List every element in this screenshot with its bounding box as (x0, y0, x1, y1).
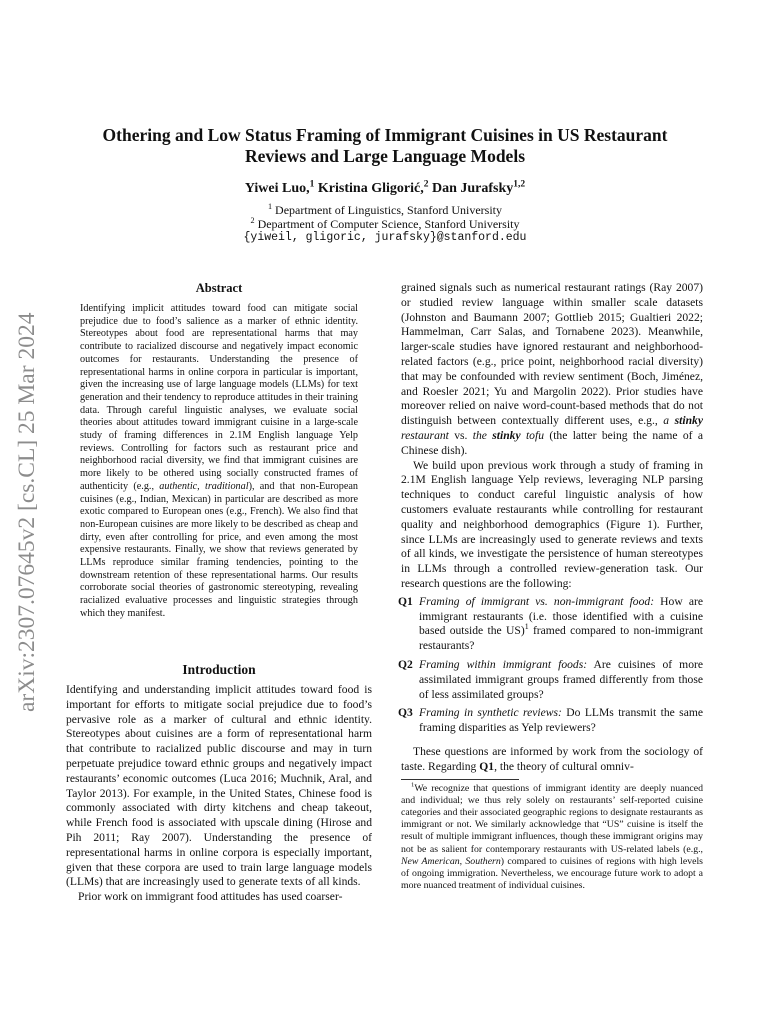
author-list (60, 180, 710, 198)
rp3-bold: Q1 (479, 759, 495, 773)
research-question-2 (398, 657, 703, 702)
affiliations (60, 203, 710, 245)
footnote-emphasis: New American, Southern (401, 855, 501, 867)
q3-title: Framing in synthetic reviews: (419, 706, 562, 720)
author-1: Yiwei Luo, (244, 181, 310, 196)
paper-title (60, 125, 710, 167)
q1-text-a: How are immigrant restaurants (i.e. those identified with a cuisine based outside the US) (419, 594, 703, 638)
rp1-em3: the (472, 428, 493, 442)
rp1-em4: tofu (520, 428, 544, 442)
title-line-2: Reviews and Large Language Models (245, 146, 525, 166)
research-questions (398, 594, 703, 736)
intro-paragraph-1: Identifying and understanding implicit attitudes toward food is important for efforts to mitigate social prejudice due to food’s pervasive role as a marker of cultural and ethnic identity. Stereotypes about cuisines are a form of representational harm that contribute to racialized public discourse and may in turn perpetuate prejudice toward ethnic groups and negatively impact restaurants’ economic outcomes (Luca 2016; Muchnik, Aral, and Taylor 2013). For example, in the United States, Chinese food is commonly associated with dirty kitchens and cheap takeout, while French food is associated with upscale dining (Hirose and Pih 2011; Ray 2007). Understanding the presence of representational harms in online corpora is especially important, given that these corpora are used to train large language models (LLMs) that are increasingly used to generate texts of all kinds. (66, 683, 372, 889)
rp1-example-2 (473, 429, 544, 442)
affiliation-1-mark: 1 (267, 202, 273, 211)
rp1-em1: a (663, 414, 675, 428)
introduction-heading: Introduction (182, 662, 256, 677)
abstract-text-2: ), and that non-European cuisines (e.g., Indian, Mexican) in particular are described as more exotic compared to European ones (e.g., French). We also find that non-European cuisines are more likely to be described as cheap and dirty, even after controlling for price, and even among the most expensive restaurants. Finally, we show that reviews generated by LLMs reproduce similar framing tendencies, pointing to the downstream retention of these representational harms. Our results corroborate social theories of gastronomic stereotyping, revealing racialized evaluative processes and linguistic strategies through which they manifest. (80, 480, 358, 619)
q1-label: Q1 (398, 594, 413, 608)
affiliation-2-mark: 2 (250, 216, 255, 225)
rp3-text-a: These questions are informed by work from the sociology of taste. Regarding (401, 744, 703, 773)
q1-text-b: framed compared to non-immigrant restaurants? (419, 624, 703, 653)
right-paragraph-1 (401, 281, 703, 459)
q1-title: Framing of immigrant vs. non-immigrant food: (419, 594, 655, 608)
arxiv-identifier-stamp: arXiv:2307.07645v2 [cs.CL] 25 Mar 2024 (14, 312, 40, 712)
affiliation-1 (60, 203, 710, 217)
intro-paragraph-2: Prior work on immigrant food attitudes has used coarser- (78, 890, 343, 904)
q3-label: Q3 (398, 706, 413, 720)
author-1-affil-mark: 1 (309, 179, 315, 190)
right-column (398, 281, 703, 892)
rp1-text-b: (the latter being the name of a Chinese dish). (401, 428, 703, 457)
footnote-1-mark: 1 (411, 781, 415, 789)
research-question-1 (398, 594, 703, 654)
author-2: Kristina Gligorić, (317, 181, 424, 196)
affiliation-1-text: Department of Linguistics, Stanford University (275, 203, 503, 217)
author-emails: {yiweil, gligoric, jurafsky}@stanford.edu (243, 231, 527, 244)
right-paragraph-3 (401, 745, 703, 775)
q2-text: Are cuisines of more assimilated immigrant groups framed differently from those of less assimilated groups? (419, 657, 703, 701)
abstract-emphasis: authentic, traditional (159, 480, 249, 492)
rp1-bold2: stinky (492, 428, 521, 442)
footnote-text-b: ) compared to cuisines of regions with high levels of ongoing immigration. Nevertheless, we encourage future work to adopt a more nuanced treatment of individual cuisines. (401, 855, 703, 892)
q2-label: Q2 (398, 657, 413, 671)
rp1-text-a: grained signals such as numerical restaurant ratings (Ray 2007) or studied review language within smaller scale datasets (Johnston and Baumann 2007; Gottlieb 2015; Gualtieri 2022; Hammelman, Carr Salas, and Tornabene 2023). Meanwhile, larger-scale studies have ignored restaurant and neighborhood-related factors (e.g., price point, neighborhood racial diversity) that may be confounded with review sentiment (Boch, Jiménez, and Roesler 2021; Yu and Margolin 2022). Prior studies have moreover relied on naive word-count-based methods that do not distinguish between contextually different uses, e.g., (401, 281, 703, 428)
research-question-3 (398, 706, 703, 736)
rp3-text-b: , the theory of cultural omniv- (494, 759, 634, 773)
affiliation-2 (60, 217, 710, 231)
rp1-bold1: stinky (674, 414, 703, 428)
rp1-vs: vs. (448, 428, 473, 442)
introduction-body (66, 683, 372, 905)
footnote-1 (401, 783, 703, 893)
affiliation-2-text: Department of Computer Science, Stanford University (257, 217, 520, 231)
q1-footnote-mark: 1 (524, 622, 529, 632)
abstract-text-1: Identifying implicit attitudes toward food can mitigate social prejudice due to food’s salience as a marker of ethnic identity. Stereotypes about food are representational harms that may contribute to racialized discourse and negatively impact economic outcomes for restaurants. Understanding the presence of representational harms in online corpora in particular is important, given the increasing use of large language models (LLMs) for text generation and their tendency to reproduce attitudes in their training data. Through careful linguistic analyses, we evaluate social theories about attitudes toward immigrant cuisine in a large-scale study of framing differences in 2.1M English language Yelp reviews. Controlling for factors such as restaurant price and neighborhood racial diversity, we find that immigrant cuisines are more likely to be othered using socially constructed frames of authenticity (e.g., (80, 303, 358, 492)
footnote-text-a: We recognize that questions of immigrant identity are deeply nuanced and individual; we thus rely solely on restaurants’ self-reported cuisine categories and their associated geographic regions to designate restaurants as immigrant or not. We similarly acknowledge that “US” cuisine is itself the result of multiple immigrant influences, though these immigrant origins may not be as salient for contemporary restaurants with US-related labels (e.g., (401, 782, 703, 855)
author-3: Dan Jurafsky (431, 181, 514, 196)
right-paragraph-2: We build upon previous work through a study of framing in 2.1M English language Yelp reviews, leveraging NLP parsing techniques to conduct careful linguistic analysis of how customers evaluate restaurants while controlling for restaurant quality and neighborhood demographics (Figure 1). Further, since LLMs are increasingly used to generate reviews and texts of all kinds, we investigate the persistence of human stereotypes in LLMs through a controlled review-generation task. Our research questions are the following: (401, 458, 703, 590)
abstract-body (80, 303, 358, 621)
q3-text: Do LLMs transmit the same framing disparities as Yelp reviewers? (419, 706, 703, 735)
author-2-affil-mark: 2 (423, 179, 429, 190)
author-3-affil-mark: 1,2 (513, 179, 526, 190)
q2-title: Framing within immigrant foods: (419, 657, 588, 671)
abstract-heading: Abstract (195, 281, 243, 295)
footnote-divider (401, 779, 519, 780)
title-line-1: Othering and Low Status Framing of Immigrant Cuisines in US Restaurant (102, 125, 668, 145)
rp1-em2: restaurant (401, 428, 449, 442)
